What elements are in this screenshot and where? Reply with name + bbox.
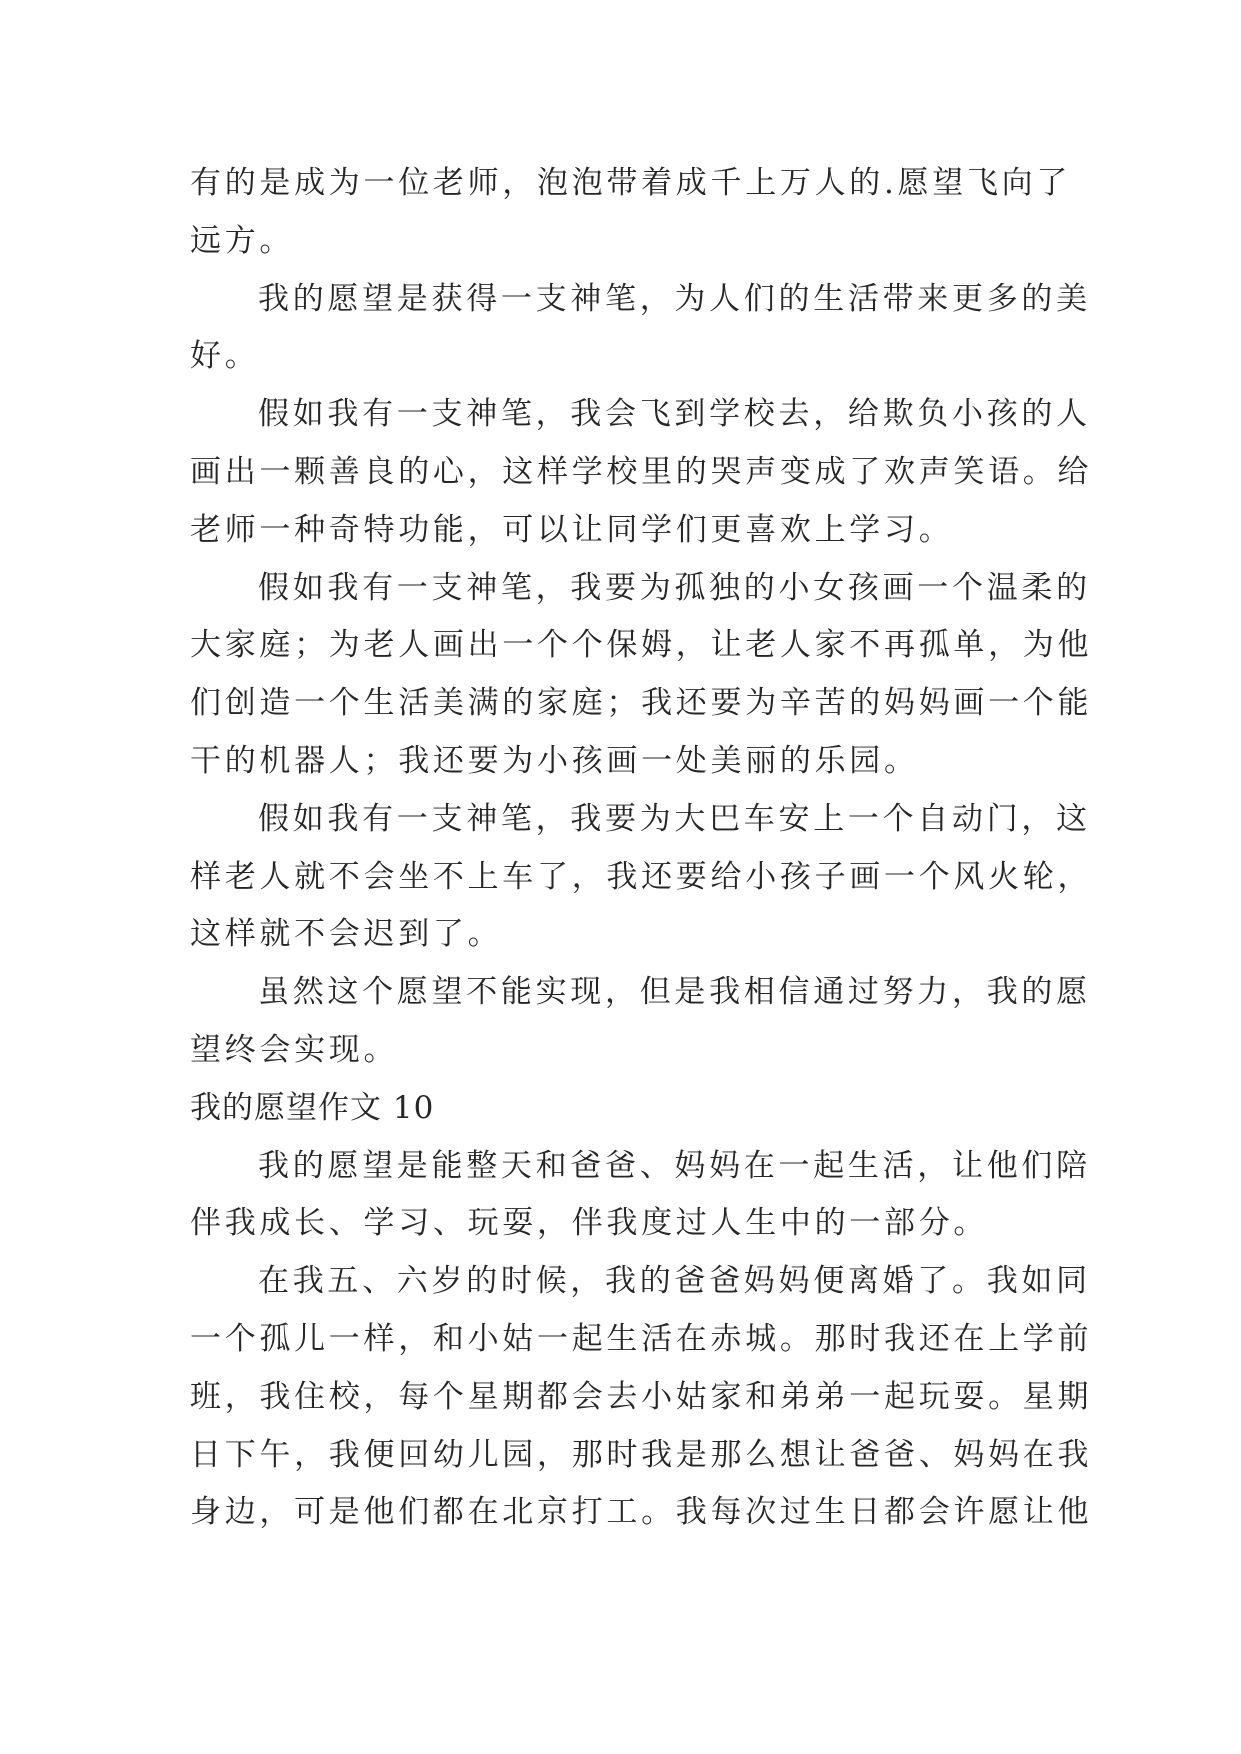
text-line: 一个孤儿一样，和小姑一起生活在赤城。那时我还在上学前 [190,1320,1093,1357]
text-line: 假如我有一支神笔，我要为大巴车安上一个自动门，这 [258,800,1091,837]
text-line: 班，我住校，每个星期都会去小姑家和弟弟一起玩耍。星期 [190,1378,1093,1415]
text-line: 假如我有一支神笔，我会飞到学校去，给欺负小孩的人 [258,396,1091,433]
text-line: 我的愿望是能整天和爸爸、妈妈在一起生活，让他们陪 [258,1147,1091,1184]
text-line: 大家庭；为老人画出一个个保姆，让老人家不再孤单，为他 [190,627,1093,664]
text-line: 有的是成为一位老师，泡泡带着成千上万人的.愿望飞向了 [190,165,1072,201]
text-line: 望终会实现。 [190,1031,399,1068]
text-line: 好。 [190,338,260,375]
document-body [190,155,1093,1542]
text-line: 远方。 [190,222,295,259]
text-line: 伴我成长、学习、玩耍，伴我度过人生中的一部分。 [190,1205,989,1242]
text-line: 假如我有一支神笔，我要为孤独的小女孩画一个温柔的 [258,569,1091,606]
text-line: 画出一颗善良的心，这样学校里的哭声变成了欢声笑语。给 [190,453,1093,490]
text-line: 日下午，我便回幼儿园，那时我是那么想让爸爸、妈妈在我 [190,1436,1093,1473]
text-line: 虽然这个愿望不能实现，但是我相信通过努力，我的愿 [258,974,1091,1011]
text-line: 在我五、六岁的时候，我的爸爸妈妈便离婚了。我如同 [258,1263,1091,1300]
text-line: 这样就不会迟到了。 [190,916,503,953]
text-line: 身边，可是他们都在北京打工。我每次过生日都会许愿让他 [190,1494,1093,1531]
text-line: 们创造一个生活美满的家庭；我还要为辛苦的妈妈画一个能 [190,685,1093,722]
text-line: 样老人就不会坐不上车了，我还要给小孩子画一个风火轮， [190,858,1093,895]
text-line: 我的愿望是获得一支神笔，为人们的生活带来更多的美 [258,280,1091,317]
text-line: 老师一种奇特功能，可以让同学们更喜欢上学习。 [190,511,954,548]
text-line: 干的机器人；我还要为小孩画一处美丽的乐园。 [190,742,919,779]
section-heading: 我的愿望作文 10 [190,1089,435,1126]
